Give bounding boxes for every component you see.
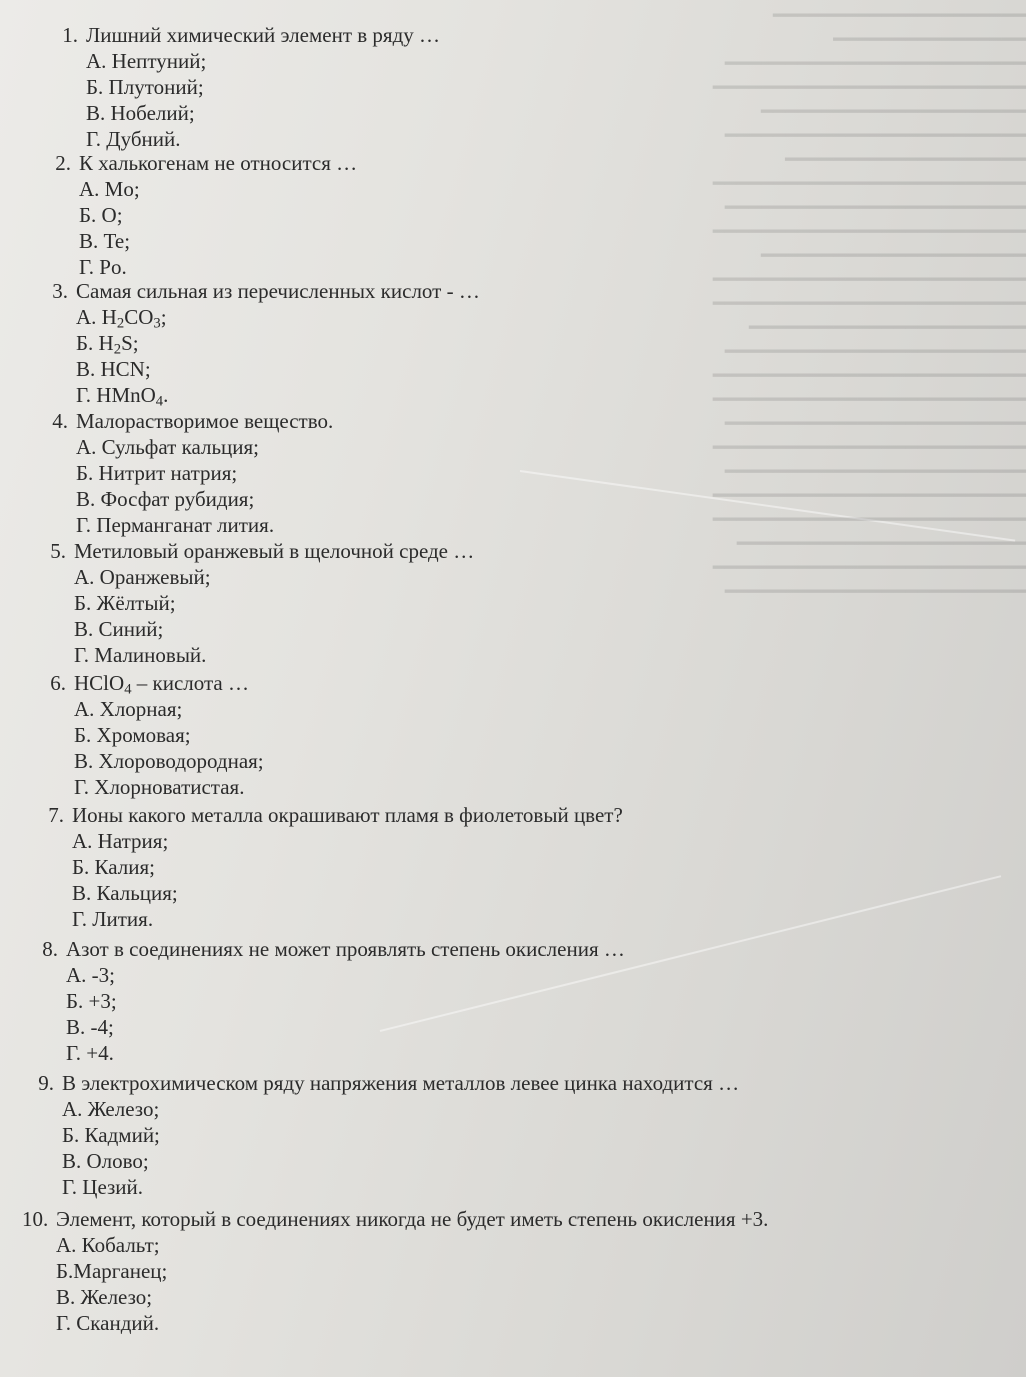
question-9 — [28, 1070, 739, 1200]
answer-option-c: В. Олово; — [62, 1149, 149, 1173]
question-3 — [42, 278, 480, 408]
answer-option-d: Г. Скандий. — [56, 1311, 160, 1335]
question-text: Элемент, который в соединениях никогда не будет иметь степень окисления +3. — [56, 1207, 769, 1231]
reverse-side-bleed: ━━━━━━━━━━━━━━━━━━━━━ ━━━━━━━━━━━━━━━━ ━━━━━━━━━━━━━━━━━━━━━━━━━ ━━━━━━━━━━━━━━━━━━━━━━━━━━ ━━━━━━━━━━━━━━━━━━━━━━ ━━━━━━━━━━━━━━━━━━━━━━━━━ ━━━━━━━━━━━━━━━━━━━━ ━━━━━━━━━━━━━━━━━━━━━━━━━━ ━━━━━━━━━━━━━━━━━━━━━━━━━ ━━━━━━━━━━━━━━━━━━━━━━━━━━ ━━━━━━━━━━━━━━━━━━━━━━ ━━━━━━━━━━━━━━━━━━━━━━━━━━ ━━━━━━━━━━━━━━━━━━━━━━━━━━ ━━━━━━━━━━━━━━━━━━━━━━━ ━━━━━━━━━━━━━━━━━━━━━━━━━ ━━━━━━━━━━━━━━━━━━━━━━━━━━ ━━━━━━━━━━━━━━━━━━━━━━━━━━ ━━━━━━━━━━━━━━━━━━━━━━━━━ ━━━━━━━━━━━━━━━━━━━━━━━━━━ ━━━━━━━━━━━━━━━━━━━━━━━━━ ━━━━━━━━━━━━━━━━━━━━━━━━━━ ━━━━━━━━━━━━━━━━━━━━━━━━━━ ━━━━━━━━━━━━━━━━━━━━━━━━ ━━━━━━━━━━━━━━━━━━━━━━━━━━ ━━━━━━━━━━━━━━━━━━━━━━━━━ — [712, 5, 1026, 603]
question-number: 4. — [52, 409, 68, 433]
answer-option-a: А. Нептуний; — [86, 49, 207, 73]
answer-option-d: Г. Хлорноватистая. — [74, 775, 245, 799]
question-text: Азот в соединениях не может проявлять степень окисления … — [66, 937, 625, 961]
question-text: Ионы какого металла окрашивают пламя в фиолетовый цвет? — [72, 803, 623, 827]
question-4 — [42, 408, 333, 538]
answer-option-a: А. Сульфат кальция; — [76, 435, 260, 459]
question-number: 5. — [50, 539, 66, 563]
answer-options — [62, 1096, 739, 1200]
answer-option-b: Б. Плутоний; — [86, 75, 204, 99]
question-text: В электрохимическом ряду напряжения металлов левее цинка находится … — [62, 1071, 740, 1095]
answer-option-a: А. Оранжевый; — [74, 565, 211, 589]
answer-option-c: В. Кальция; — [72, 881, 178, 905]
answer-options — [56, 1232, 768, 1336]
answer-option-b: Б. Жёлтый; — [74, 591, 176, 615]
answer-option-b: Б. Кадмий; — [62, 1123, 160, 1147]
question-text: Лишний химический элемент в ряду … — [86, 23, 441, 47]
answer-option-d: Г. +4. — [66, 1041, 114, 1065]
answer-option-d: Г. HMnO$_4$. — [76, 383, 169, 410]
answer-options — [72, 828, 623, 932]
answer-option-c: В. HCN; — [76, 357, 151, 381]
question-text: HClO$_4$ – кислота … — [74, 671, 249, 698]
answer-options — [79, 176, 357, 280]
question-number: 9. — [38, 1071, 54, 1095]
answer-option-a: А. Натрия; — [72, 829, 169, 853]
question-text: Малорастворимое вещество. — [76, 409, 334, 433]
question-5 — [40, 538, 474, 668]
question-10 — [22, 1206, 768, 1336]
question-2 — [45, 150, 357, 280]
question-7 — [38, 802, 623, 932]
question-1 — [52, 22, 440, 152]
answer-options — [76, 434, 333, 538]
answer-option-c: В. Хлороводородная; — [74, 749, 264, 773]
answer-option-b: Б. Нитрит натрия; — [76, 461, 238, 485]
answer-option-b: Б. O; — [79, 203, 123, 227]
answer-option-a: А. Кобальт; — [56, 1233, 160, 1257]
answer-option-d: Г. Лития. — [72, 907, 154, 931]
answer-option-b: Б. $H_2S$; — [76, 331, 139, 358]
answer-options — [66, 962, 625, 1066]
question-number: 10. — [22, 1207, 49, 1231]
answer-option-b: Б. Калия; — [72, 855, 156, 879]
answer-options — [74, 564, 474, 668]
answer-option-c: В. Фосфат рубидия; — [76, 487, 255, 511]
answer-option-d: Г. Дубний. — [86, 127, 181, 151]
answer-option-d: Г. Малиновый. — [74, 643, 207, 667]
question-number: 1. — [62, 23, 78, 47]
question-text: К халькогенам не относится … — [79, 151, 358, 175]
answer-option-b: Б.Марганец; — [56, 1259, 168, 1283]
answer-option-d: Г. Цезий. — [62, 1175, 144, 1199]
question-number: 2. — [55, 151, 71, 175]
answer-option-c: В. Нобелий; — [86, 101, 195, 125]
answer-option-c: В. Железо; — [56, 1285, 153, 1309]
answer-options — [86, 48, 440, 152]
answer-option-c: В. Синий; — [74, 617, 164, 641]
answer-option-c: В. -4; — [66, 1015, 114, 1039]
question-number: 8. — [42, 937, 58, 961]
question-text: Метиловый оранжевый в щелочной среде … — [74, 539, 475, 563]
answer-options — [76, 304, 480, 408]
answer-option-d: Г. Po. — [79, 255, 127, 279]
answer-option-a: А. $H_2CO_3$; — [76, 305, 167, 332]
answer-option-b: Б. +3; — [66, 989, 117, 1013]
answer-option-d: Г. Перманганат лития. — [76, 513, 275, 537]
answer-option-c: В. Te; — [79, 229, 131, 253]
question-8 — [32, 936, 625, 1066]
answer-option-a: А. Mo; — [79, 177, 140, 201]
answer-option-b: Б. Хромовая; — [74, 723, 191, 747]
question-number: 6. — [50, 671, 66, 695]
question-text: Самая сильная из перечисленных кислот - … — [76, 279, 480, 303]
question-number: 7. — [48, 803, 64, 827]
question-6 — [40, 670, 264, 800]
question-number: 3. — [52, 279, 68, 303]
answer-option-a: А. Железо; — [62, 1097, 160, 1121]
answer-option-a: А. -3; — [66, 963, 115, 987]
answer-option-a: А. Хлорная; — [74, 697, 183, 721]
answer-options — [74, 696, 264, 800]
